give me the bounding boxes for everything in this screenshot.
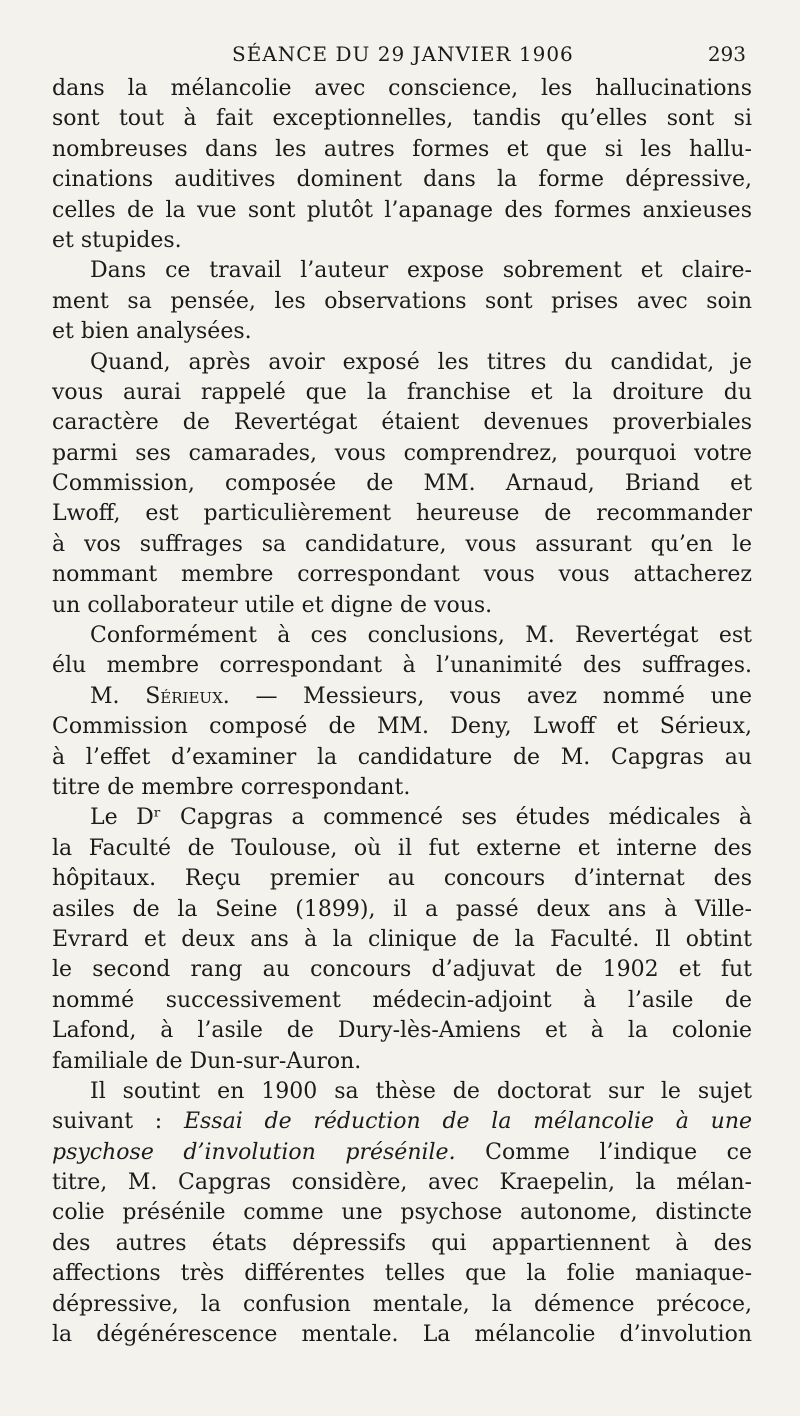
text-line: familiale de Dun-sur-Auron.: [52, 1048, 362, 1074]
text-line: la Faculté de Toulouse, où il fut externe et interne des: [52, 835, 752, 861]
text-line: asiles de la Seine (1899), il a passé deux ans à Ville-: [52, 896, 752, 922]
text-line: titre de membre correspondant.: [52, 774, 411, 800]
text-line: élu membre correspondant à l’unanimité des suffrages.: [52, 653, 752, 679]
text-line: dépressive, la confusion mentale, la démence précoce,: [52, 1291, 752, 1317]
text-line: Lafond, à l’asile de Dury-lès-Amiens et à la colonie: [52, 1018, 752, 1044]
speaker-prefix: M.: [90, 683, 146, 709]
text-line: Evrard et deux ans à la clinique de la Faculté. Il obtint: [52, 926, 752, 952]
text-line: à l’effet d’examiner la candidature de M. Capgras au: [52, 744, 752, 770]
thesis-line: [52, 1107, 752, 1137]
speaker-text: Messieurs, vous avez nommé une: [303, 683, 752, 709]
text-line: des autres états dépressifs qui appartiennent à des: [52, 1230, 752, 1256]
text-line: un collaborateur utile et digne de vous.: [52, 592, 493, 618]
thesis-line-2: [52, 1138, 752, 1168]
speaker-name: Sérieux. —: [145, 683, 278, 709]
running-head: [52, 34, 752, 74]
text-line: cinations auditives dominent dans la forme dépressive,: [52, 167, 752, 193]
speaker-line: [52, 682, 752, 712]
text-line: nombreuses dans les autres formes et que si les hallu-: [52, 136, 752, 162]
text-line: Conformément à ces conclusions, M. Revertégat est: [90, 623, 752, 649]
text-line: la dégénérescence mentale. La mélancolie d’involution: [52, 1322, 752, 1348]
text-line: sont tout à fait exceptionnelles, tandis qu’elles sont si: [52, 106, 752, 132]
text-line: nommé successivement médecin-adjoint à l’asile de: [52, 987, 752, 1013]
text-line: Lwoff, est particulièrement heureuse de recommander: [52, 501, 752, 527]
text-line: Commission composé de MM. Deny, Lwoff et Sérieux,: [52, 714, 752, 740]
text-line: nommant membre correspondant vous vous attacherez: [52, 562, 752, 588]
text-line: et bien analysées.: [52, 319, 252, 345]
text-line: colie présénile comme une psychose autonome, distincte: [52, 1200, 752, 1226]
body-text: [52, 74, 752, 1350]
text-line: ment sa pensée, les observations sont prises avec soin: [52, 288, 752, 314]
thesis-after: Comme l’indique ce: [455, 1139, 753, 1165]
text-line: Dans ce travail l’auteur expose sobrement et claire-: [90, 258, 752, 284]
text-line: et stupides.: [52, 227, 182, 253]
text-line: le second rang au concours d’adjuvat de 1902 et fut: [52, 957, 752, 983]
text-line: titre, M. Capgras considère, avec Kraepelin, la mélan-: [52, 1170, 752, 1196]
text-line: Commission, composée de MM. Arnaud, Briand et: [52, 471, 752, 497]
thesis-title: Essai de réduction de la mélancolie à une: [183, 1109, 753, 1135]
text-line: dans la mélancolie avec conscience, les hallucinations: [52, 76, 752, 101]
document-page: [52, 34, 752, 1350]
text-line: Il soutint en 1900 sa thèse de doctorat sur le sujet: [90, 1078, 752, 1104]
running-title: SÉANCE DU 29 JANVIER 1906: [232, 42, 574, 66]
thesis-title-end: psychose d’involution présénile.: [52, 1139, 456, 1165]
text-line: affections très différentes telles que la folie maniaque-: [52, 1261, 752, 1287]
text-line: caractère de Revertégat étaient devenues proverbiales: [52, 410, 752, 436]
text-line: à vos suffrages sa candidature, vous assurant qu’en le: [52, 531, 752, 557]
text-line: parmi ses camarades, vous comprendrez, pourquoi votre: [52, 440, 752, 466]
page-number: 293: [707, 42, 746, 66]
thesis-intro: suivant :: [52, 1109, 184, 1135]
text-line: vous aurai rappelé que la franchise et la droiture du: [52, 379, 752, 405]
text-line: Le Dʳ Capgras a commencé ses études médicales à: [90, 805, 752, 831]
text-line: hôpitaux. Reçu premier au concours d’internat des: [52, 866, 752, 892]
text-line: celles de la vue sont plutôt l’apanage des formes anxieuses: [52, 197, 752, 223]
text-line: Quand, après avoir exposé les titres du candidat, je: [90, 349, 752, 375]
